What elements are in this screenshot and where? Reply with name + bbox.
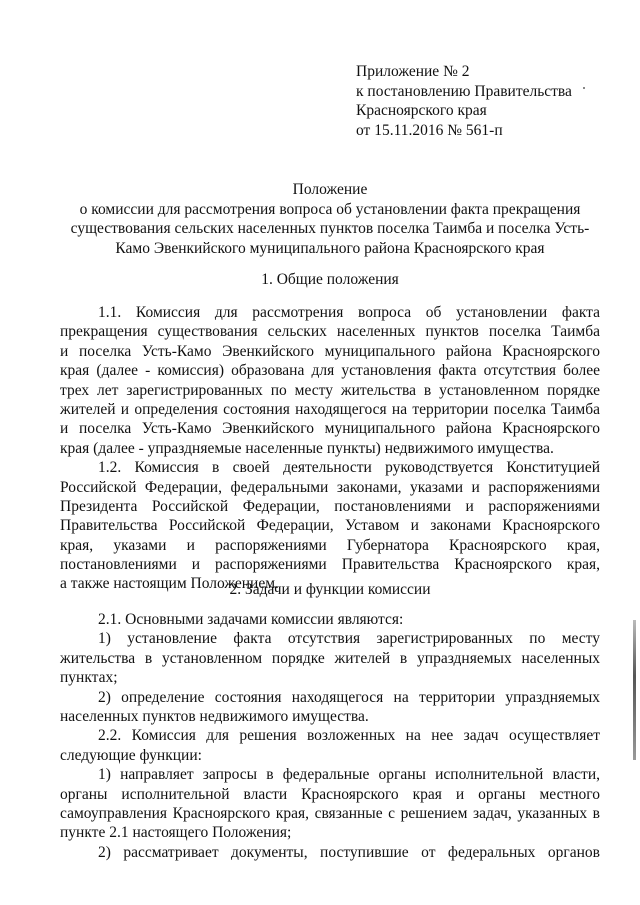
paragraph-line: постановлениями и распоряжениями Правительства Красноярского края, <box>60 556 600 574</box>
paragraph-line: 2.1. Основными задачами комиссии являются: <box>98 611 404 628</box>
section-2-body <box>60 610 600 862</box>
appendix-header <box>356 62 626 140</box>
title-line-2: о комиссии для рассмотрения вопроса об установлении факта прекращения <box>79 200 581 218</box>
title-line-1: Положение <box>292 181 368 198</box>
appendix-resolution-ref: к постановлению Правительства <box>356 82 572 100</box>
paragraph-line: 1.1. Комиссия для рассмотрения вопроса об установлении факта <box>98 304 600 321</box>
appendix-date-number: от 15.11.2016 № 561-п <box>356 121 503 139</box>
paragraph-line: 2) определение состояния находящегося на территории упраздняемых <box>98 688 600 706</box>
paragraph-line: 1.2. Комиссия в своей деятельности руководствуется Конституцией <box>98 459 600 477</box>
paragraph-line: пункте 2.1 настоящего Положения; <box>60 824 292 842</box>
section-1-heading: 1. Общие положения <box>261 271 399 288</box>
paragraph-line: прекращения существования сельских населенных пунктов поселка Таимба <box>60 323 600 341</box>
paragraph-line: 1) установление факта отсутствия зарегистрированных по месту <box>98 630 600 648</box>
document-title <box>60 180 600 258</box>
scan-dot <box>583 87 585 89</box>
title-line-3: существования сельских населенных пунктов поселка Таимба и поселка Усть- <box>70 220 590 237</box>
paragraph-line: населенных пунктов недвижимого имущества. <box>60 707 369 725</box>
paragraph-line: 1) направляет запросы в федеральные органы исполнительной власти, <box>98 766 600 784</box>
paragraph-line: органы исполнительной власти Красноярского края и органы местного <box>60 785 600 803</box>
paragraph-line: края (далее - комиссия) образована для установления факта отсутствия более <box>60 362 600 380</box>
section-1-body <box>60 303 600 594</box>
appendix-number: Приложение № 2 <box>356 63 470 80</box>
paragraph-line: 2) рассматривает документы, поступившие от федеральных органов <box>98 843 600 861</box>
paragraph-line: края, указами и распоряжениями Губернатора Красноярского края, <box>60 536 600 554</box>
paragraph-line: Правительства Российской Федерации, Уставом и законами Красноярского <box>60 517 600 535</box>
paragraph-line: и поселка Усть-Камо Эвенкийского муниципального района Красноярского <box>60 420 600 438</box>
paragraph-line: жительства в установленном порядке жителей в упраздняемых населенных <box>60 649 600 667</box>
paragraph-line: следующие функции: <box>60 746 202 764</box>
title-line-4: Камо Эвенкийского муниципального района Красноярского края <box>115 239 545 257</box>
paragraph-line: пунктах; <box>60 669 118 687</box>
paragraph-line: а также настоящим Положением. <box>60 575 279 593</box>
scan-edge-mark <box>633 620 636 760</box>
paragraph-line: и поселка Усть-Камо Эвенкийского муниципального района Красноярского <box>60 342 600 360</box>
paragraph-line: трех лет зарегистрированных по месту жительства в установленном порядке <box>60 381 600 399</box>
appendix-region: Красноярского края <box>356 102 487 119</box>
paragraph-line: Российской Федерации, федеральными законами, указами и распоряжениями <box>60 478 600 496</box>
paragraph-line: жителей и определения состояния находящегося на территории поселка Таимба <box>60 400 600 418</box>
paragraph-line: самоуправления Красноярского края, связанные с решением задач, указанных в <box>60 804 600 822</box>
paragraph-line: края (далее - упраздняемые населенные пункты) недвижимого имущества. <box>60 439 554 457</box>
section-2-heading: 2. Задачи и функции комиссии <box>229 581 431 598</box>
paragraph-line: 2.2. Комиссия для решения возложенных на нее задач осуществляет <box>98 727 600 745</box>
paragraph-line: Президента Российской Федерации, постановлениями и распоряжениями <box>60 497 600 515</box>
